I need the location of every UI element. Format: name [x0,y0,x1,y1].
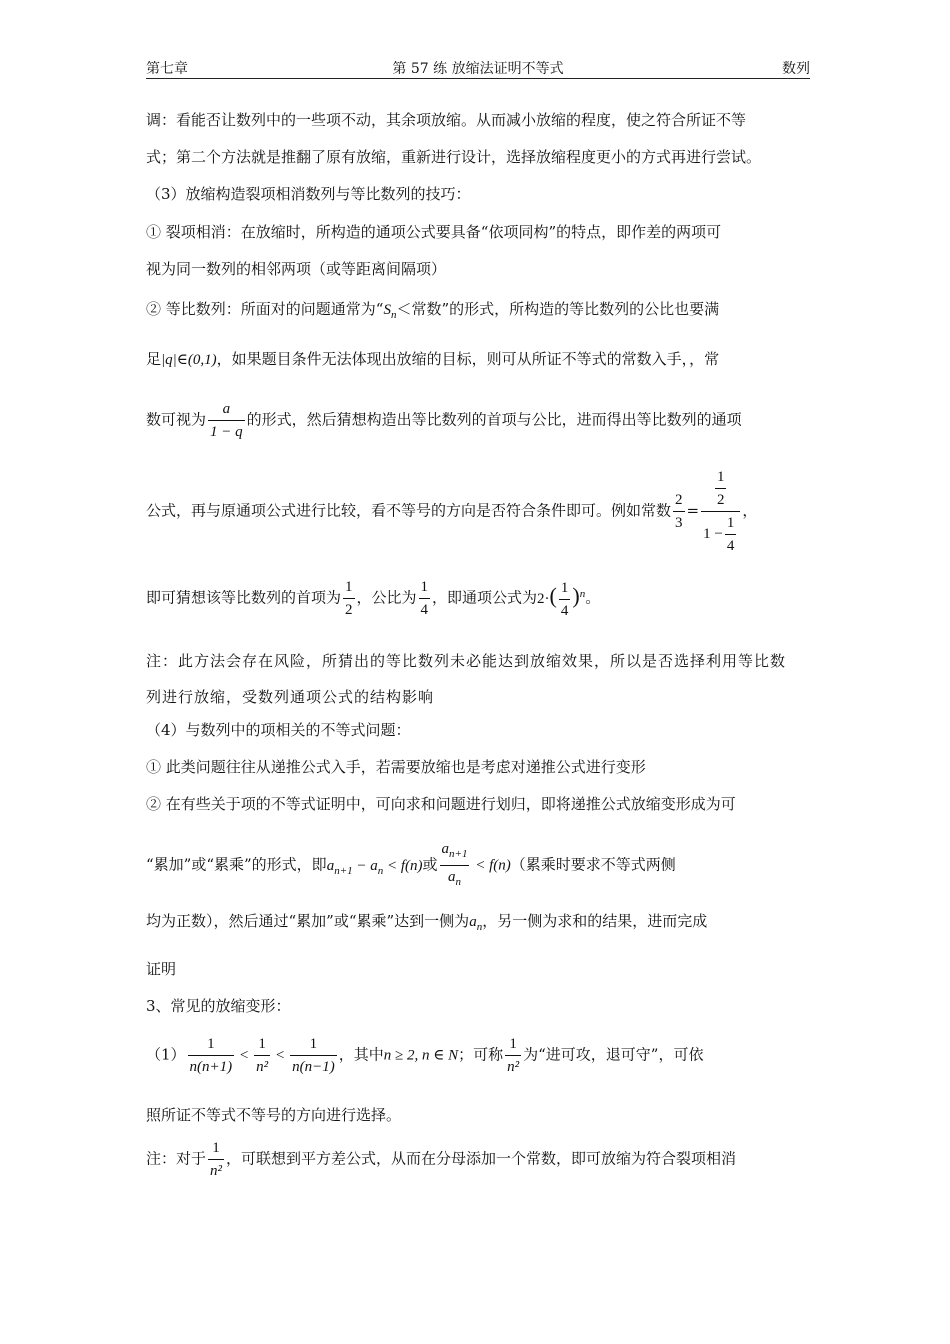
fraction-ratio: $\frac{a_{n+1}}{a_n}$ [440,838,470,893]
text-line: 足|q|∈(0,1)，如果题目条件无法体现出放缩的目标，则可从所证不等式的常数入手，，常 [146,350,720,368]
text-line: 式；第二个方法就是推翻了原有放缩，重新进行设计，选择放缩程度更小的方式再进行尝试。 [146,148,762,166]
text-line: 3、常见的放缩变形： [146,997,291,1015]
fraction-1-n-nm1: $\frac{1}{n(n-1)}$ [290,1033,337,1078]
page-header [146,56,810,79]
math-an: $a_n$ [469,914,483,933]
text-line: （1） $\frac{1}{n(n+1)}$ < $\frac{1}{\text{n²}}$ < $\frac{1}{n(n-1)}$ ，其中n ≥ 2, n ∈ N；可称 $\frac{1}{\text{n²}}$ 为“进可攻，退可守”，可依 [146,1033,703,1078]
note-line: 列进行放缩，受数列通项公式的结构影响 [146,688,435,706]
math-diff-ineq: $a_{n+1} - a_n < f(n)$ [326,857,423,877]
text-line: ② 等比数列：所面对的问题通常为“$S_n<$常数”的形式，所构造的等比数列的公比也要满 [146,300,720,321]
text-line: （4）与数列中的项相关的不等式问题： [146,721,411,739]
header-right: 数列 [782,61,810,77]
text-line: 公式，再与原通项公式进行比较，看不等号的方向是否符合条件即可。例如常数 $\frac{2}{3}$ = $\frac{1}{2}$ 1 − $\frac{1}{4}$ ， [146,466,757,557]
note-line: 注：此方法会存在风险，所猜出的等比数列未必能达到放缩效果，所以是否选择利用等比数 [146,652,787,670]
text-line: 证明 [146,960,177,978]
text-line: 均为正数），然后通过“累加”或“累乘”达到一侧为$a_n$，另一侧为求和的结果，进而完成 [146,912,708,933]
text-line: ① 裂项相消：在放缩时，所构造的通项公式要具备“依项同构”的特点，即作差的两项可 [146,223,722,241]
header-center: 第 57 练 放缩法证明不等式 [392,61,564,77]
text-line: 调：看能否让数列中的一些项不动，其余项放缩。从而减小放缩的程度，使之符合所证不等 [146,111,747,129]
text-line: （3）放缩构造裂项相消数列与等比数列的技巧： [146,185,471,203]
math-s: $S_n$ [383,302,397,321]
fraction-1-n-n1: $\frac{1}{n(n+1)}$ [188,1033,235,1078]
general-term: 2·( $\frac{1}{4}$ )$^n$ [537,591,585,607]
fraction-1-n2-c: $\frac{1}{\text{n²}}$ [208,1137,224,1182]
text-line: ① 此类问题往往从递推公式入手，若需要放缩也是考虑对递推公式进行变形 [146,758,646,776]
fraction-1-n2: $\frac{1}{\text{n²}}$ [254,1033,270,1078]
fraction-2-3: $\frac{2}{3}$ [673,489,685,534]
text-line: “累加”或“累乘”的形式，即$a_{n+1} - a_n < f(n)$或 $\frac{a_{n+1}}{a_n}$ < f(n)（累乘时要求不等式两侧 [146,838,676,893]
fraction-a-over-1-q: $\frac{a}{1 - q}$ [208,398,245,443]
text-line: 数可视为 $\frac{a}{1 - q}$ 的形式，然后猜想构造出等比数列的首项与公比，进而得出等比数列的通项 [146,398,742,443]
fraction-1-4: $\frac{1}{4}$ [419,576,431,621]
text-line: 视为同一数列的相邻两项（或等距离间隔项） [146,260,447,278]
text-line: ② 在有些关于项的不等式证明中，可向求和问题进行划归，即将递推公式放缩变形成为可 [146,795,736,813]
header-left: 第七章 [146,61,188,77]
math-condition: n ≥ 2, n ∈ N [383,1047,459,1064]
math-q-range: |q|∈(0,1) [161,352,217,368]
fraction-1-n2-b: $\frac{1}{\text{n²}}$ [505,1033,521,1078]
text-line: 注：对于 $\frac{1}{\text{n²}}$ ，可联想到平方差公式，从而在分母添加一个常数，即可放缩为符合裂项相消 [146,1137,736,1182]
text-line: 照所证不等式不等号的方向进行选择。 [146,1106,402,1124]
text-line: 即可猜想该等比数列的首项为 $\frac{1}{2}$ ，公比为 $\frac{1}{4}$ ，即通项公式为2·( $\frac{1}{4}$ )$^n$。 [146,576,600,622]
fraction-1-2: $\frac{1}{2}$ [343,576,355,621]
fraction-half-over-1-quarter: $\frac{1}{2}$ 1 − $\frac{1}{4}$ [701,466,740,557]
